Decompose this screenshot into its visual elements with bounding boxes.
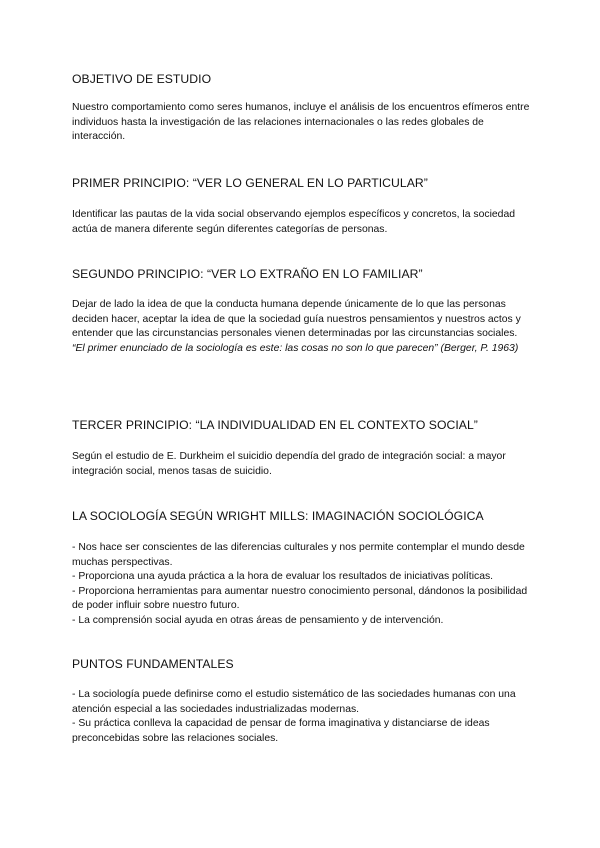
segundo-text: Dejar de lado la idea de que la conducta humana depende únicamente de lo que las personas deciden hacer, aceptar la idea de que la sociedad guía nuestros pensamientos y nuestros actos y entender que las circunstancias personales vienen determinadas por las circunstancias sociales. <box>72 299 521 340</box>
list-item: - La comprensión social ayuda en otras áreas de pensamiento y de intervención. <box>72 614 444 626</box>
list-item: - Su práctica conlleva la capacidad de pensar de forma imaginativa y distanciarse de ideas preconcebidas sobre las relaciones sociales. <box>72 718 490 744</box>
list-item: - Proporciona una ayuda práctica a la hora de evaluar los resultados de iniciativas políticas. <box>72 571 494 583</box>
list-item: - La sociología puede definirse como el estudio sistemático de las sociedades humanas con una atención especial a las sociedades industrializadas modernas. <box>72 689 516 715</box>
tercer-text: Según el estudio de E. Durkheim el suicidio dependía del grado de integración social: a mayor integración social, menos tasas de suicidio. <box>72 451 506 477</box>
paragraph-tercer-principio <box>72 450 532 479</box>
heading-segundo-principio: SEGUNDO PRINCIPIO: “VER LO EXTRAÑO EN LO FAMILIAR” <box>72 267 423 281</box>
segundo-quote-line <box>72 342 532 357</box>
heading-tercer-principio: TERCER PRINCIPIO: “LA INDIVIDUALIDAD EN EL CONTEXTO SOCIAL” <box>72 418 478 432</box>
primer-text: Identificar las pautas de la vida social observando ejemplos específicos y concretos, la sociedad actúa de manera diferente según diferentes categorías de personas. <box>72 209 516 235</box>
paragraph-primer-principio <box>72 208 532 237</box>
berger-citation: (Berger, P. 1963) <box>437 342 519 354</box>
paragraph-objetivo <box>72 101 532 145</box>
heading-primer-principio: PRIMER PRINCIPIO: “VER LO GENERAL EN LO PARTICULAR” <box>72 176 428 190</box>
list-item: - Proporciona herramientas para aumentar nuestro conocimiento personal, dándonos la posibilidad de poder influir sobre nuestro futuro. <box>72 585 528 612</box>
heading-objetivo: OBJETIVO DE ESTUDIO <box>72 72 212 86</box>
berger-quote: “El primer enunciado de la sociología es este: las cosas no son lo que parecen” <box>72 342 438 354</box>
heading-puntos-fundamentales: PUNTOS FUNDAMENTALES <box>72 657 234 671</box>
list-item: - Nos hace ser conscientes de las diferencias culturales y nos permite contemplar el mundo desde muchas perspectivas. <box>72 542 525 568</box>
heading-wright-mills: LA SOCIOLOGÍA SEGÚN WRIGHT MILLS: IMAGINACIÓN SOCIOLÓGICA <box>72 509 484 523</box>
list-wright-mills <box>72 541 532 629</box>
objetivo-text: Nuestro comportamiento como seres humanos, incluye el análisis de los encuentros efímeros entre individuos hasta la investigación de las relaciones internacionales o las redes globales de interacción. <box>72 102 530 143</box>
list-puntos-fundamentales <box>72 688 532 746</box>
paragraph-segundo-principio <box>72 298 532 356</box>
